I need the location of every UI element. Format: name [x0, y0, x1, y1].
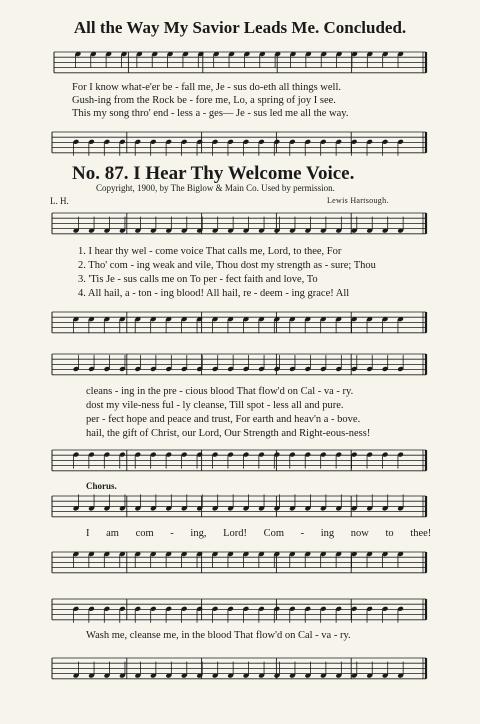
author-initials: L. H. — [50, 196, 69, 206]
verse-2-line-2: dost my vile-ness ful - ly cleanse, Till spot - less all and pure. — [86, 400, 344, 411]
staff-1-treble — [0, 206, 480, 240]
hymn-title: No. 87. I Hear Thy Welcome Voice. — [72, 163, 355, 184]
composer-name: Lewis Hartsough. — [327, 196, 389, 205]
staff-2-treble — [0, 346, 480, 382]
staff-prev-bass — [0, 122, 480, 162]
verse-4-line-2: hail, the gift of Christ, our Lord, Our Strength and Right-eous-ness! — [86, 428, 371, 439]
chorus-lyric-2: Wash me, cleanse me, in the blood That flow'd on Cal - va - ry. — [86, 630, 351, 641]
verse-3-line-1: 3. 'Tis Je - sus calls me on To per - fect faith and love, To — [78, 274, 318, 285]
chorus-lyric-1: I am com - ing, Lord! Com - ing now to thee! — [86, 528, 432, 539]
staff-2-bass — [0, 442, 480, 478]
staff-3-treble — [0, 490, 480, 522]
verse-2-line-1: 2. Tho' com - ing weak and vile, Thou dost my strength as - sure; Thou — [78, 260, 376, 271]
chorus-label: Chorus. — [86, 481, 117, 491]
prev-lyric-3: This my song thro' end - less a - ges— Je - sus led me all the way. — [72, 108, 349, 119]
verse-1-line-2: cleans - ing in the pre - cious blood That flow'd on Cal - va - ry. — [86, 386, 354, 397]
verse-1-line-1: 1. I hear thy wel - come voice That calls me, Lord, to thee, For — [78, 246, 342, 257]
staff-4-treble — [0, 592, 480, 626]
staff-3-bass — [0, 546, 480, 578]
prev-lyric-2: Gush-ing from the Rock be - fore me, Lo, a spring of joy I see. — [72, 95, 336, 106]
continuation-title: All the Way My Savior Leads Me. Concluded. — [73, 18, 407, 37]
staff-4-bass — [0, 650, 480, 686]
prev-lyric-1: For I know what-e'er be - fall me, Je - sus do-eth all things well. — [72, 82, 341, 93]
verse-4-line-1: 4. All hail, a - ton - ing blood! All hail, re - deem - ing grace! All — [78, 288, 350, 299]
staff-1-bass — [0, 304, 480, 340]
staff-prev-treble — [0, 44, 480, 80]
copyright-line: Copyright, 1900, by The Biglow & Main Co. Used by permission. — [96, 183, 335, 193]
verse-3-line-2: per - fect hope and peace and trust, For earth and heav'n a - bove. — [86, 414, 361, 425]
